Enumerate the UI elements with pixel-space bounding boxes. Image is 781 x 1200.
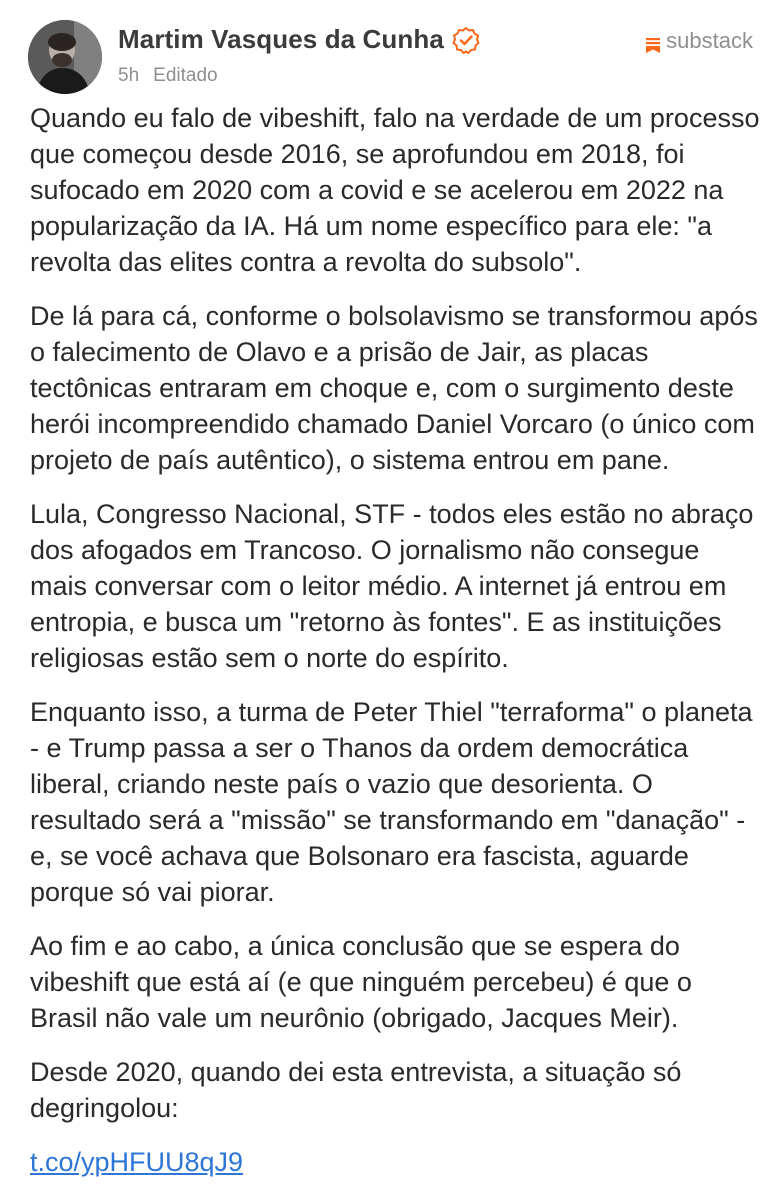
edited-label: Editado	[153, 65, 218, 86]
substack-brand[interactable]	[646, 28, 753, 54]
paragraph: Ao fim e ao cabo, a única conclusão que se espera do vibeshift que está aí (e que ninguém percebeu) é que o Brasil não vale um neurônio (obrigado, Jacques Meir).	[30, 931, 692, 1033]
post-link[interactable]: t.co/ypHFUU8qJ9	[30, 1147, 244, 1177]
paragraph: Lula, Congresso Nacional, STF - todos eles estão no abraço dos afogados em Trancoso. O jornalismo não consegue mais conversar com o leitor médio. A internet já entrou em entropia, e busca um "retorno às fontes". E as instituições religiosas estão sem o norte do espírito.	[30, 499, 754, 673]
verified-badge-icon	[452, 26, 480, 54]
paragraph: De lá para cá, conforme o bolsolavismo se transformou após o falecimento de Olavo e a prisão de Jair, as placas tectônicas entraram em choque e, com o surgimento deste herói incompreendido chamado Daniel Vorcaro (o único com projeto de país autêntico), o sistema entrou em pane.	[30, 301, 758, 475]
avatar[interactable]	[28, 20, 102, 94]
post-timestamp: 5h	[118, 65, 140, 86]
post-body	[30, 100, 760, 1180]
author-name[interactable]: Martim Vasques da Cunha	[118, 24, 444, 54]
paragraph: Enquanto isso, a turma de Peter Thiel "terraforma" o planeta - e Trump passa a ser o Thanos da ordem democrática liberal, criando neste país o vazio que desorienta. O resultado será a "missão" se transformando em "danação" - e, se você achava que Bolsonaro era fascista, aguarde porque só vai piorar.	[30, 697, 753, 907]
paragraph: Desde 2020, quando dei esta entrevista, a situação só degringolou:	[30, 1057, 682, 1123]
avatar-image	[28, 20, 102, 94]
post-header	[28, 20, 753, 100]
paragraph: Quando eu falo de vibeshift, falo na verdade de um processo que começou desde 2016, se aprofundou em 2018, foi sufocado em 2020 com a covid e se acelerou em 2022 na popularização da IA. Há um nome específico para ele: "a revolta das elites contra a revolta do subsolo".	[30, 103, 760, 277]
author-block	[118, 24, 480, 87]
brand-name: substack	[666, 28, 753, 53]
substack-logo-icon	[646, 33, 660, 49]
